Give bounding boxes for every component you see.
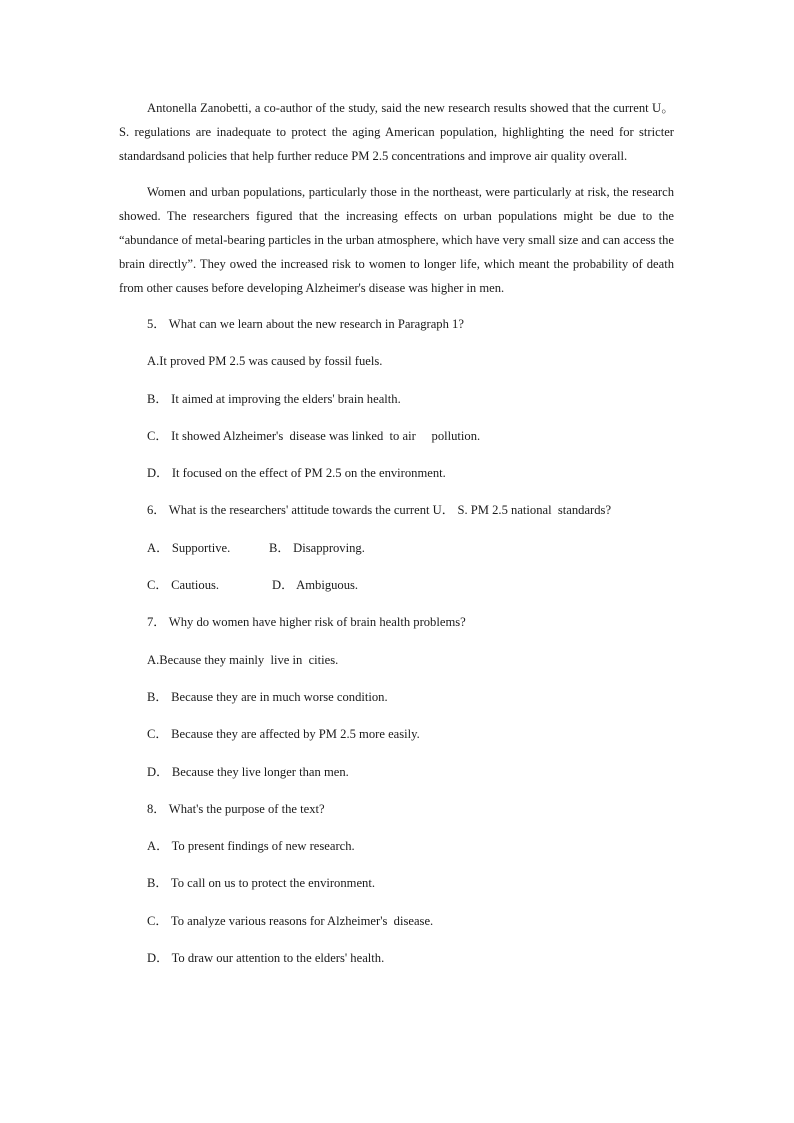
question-5-option-d: D． It focused on the effect of PM 2.5 on the environment. [147, 466, 446, 481]
question-5-option-c: C． It showed Alzheimer's disease was linked to air pollution. [147, 428, 481, 443]
question-5-stem: 5． What can we learn about the new research in Paragraph 1? [147, 317, 464, 331]
question-6-option-d: D． Ambiguous. [272, 578, 359, 593]
question-8-option-d: D． To draw our attention to the elders' health. [147, 951, 385, 966]
question-8-stem: 8． What's the purpose of the text? [147, 801, 325, 816]
question-6-options-row-2 [119, 573, 674, 597]
question-7-option-d: D． Because they live longer than men. [147, 764, 349, 779]
question-8-option-c: C． To analyze various reasons for Alzheimer's disease. [147, 913, 434, 928]
question-7-stem: 7． Why do women have higher risk of brain health problems? [147, 615, 466, 630]
question-6-stem: 6． What is the researchers' attitude towards the current U． S. PM 2.5 national standards? [147, 503, 612, 518]
question-6-option-a: A． Supportive. [147, 540, 231, 555]
question-6-options-row-1 [119, 536, 674, 560]
question-7-option-c: C． Because they are affected by PM 2.5 more easily. [147, 727, 420, 742]
question-5-option-a: A.It proved PM 2.5 was caused by fossil fuels. [147, 354, 383, 369]
passage-paragraph-2: Women and urban populations, particularly those in the northeast, were particularly at risk, the research showed. The researchers figured that the increasing effects on urban populations might be due to the “abundance of metal-bearing particles in the urban atmosphere, which have very small size and can access the brain directly”. They owed the increased risk to women to longer life, which meant the probability of death from other causes before developing Alzheimer's disease was higher in men. [119, 185, 674, 295]
question-7-option-b: B． Because they are in much worse condition. [147, 689, 388, 704]
question-7-option-a: A.Because they mainly live in cities. [147, 652, 339, 667]
question-6-option-b: B． Disapproving. [269, 540, 365, 555]
question-5-option-b: B． It aimed at improving the elders' brain health. [147, 391, 401, 406]
document-page [119, 96, 674, 983]
question-6-option-c: C． Cautious. [147, 578, 220, 593]
question-8-option-a: A． To present findings of new research. [147, 839, 355, 854]
passage-paragraph-1: Antonella Zanobetti, a co-author of the study, said the new research results showed that the current U。S. regulations are inadequate to protect the aging American population, highlighting the need for stricter standardsand policies that help further reduce PM 2.5 concentrations and improve air quality overall. [119, 101, 674, 163]
question-8-option-b: B． To call on us to protect the environment. [147, 876, 375, 891]
